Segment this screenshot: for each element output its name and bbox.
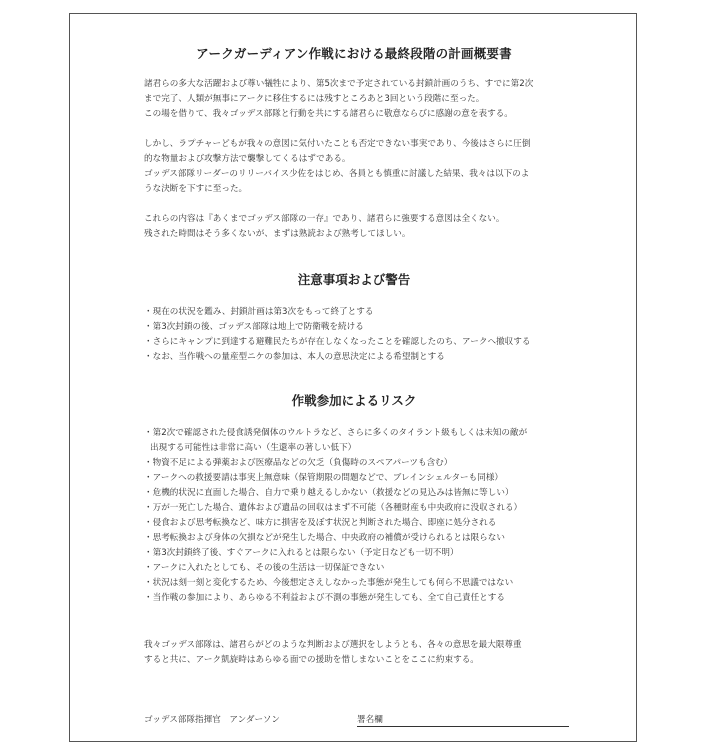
- text-line: すると共に、アーク凱旋時はあらゆる面での援助を惜しまないことをここに約束する。: [144, 655, 479, 665]
- risk-item: ・物資不足による弾薬および医療品などの欠乏（負傷時のスペアパーツも含む）: [144, 458, 453, 468]
- text-line: 残された時間はそう多くないが、まずは熟読および熟考してほしい。: [144, 229, 411, 239]
- text-line: まで完了、人類が無事にアークに移住するには残すところあと3回という段階に至った。: [144, 94, 485, 104]
- document-title: アークガーディアン作戦における最終段階の計画概要書: [196, 46, 512, 61]
- text-line: 的な物量および攻撃方法で襲撃してくるはずである。: [144, 154, 351, 164]
- closing-paragraph: [144, 638, 564, 668]
- risk-item: ・万が一死亡した場合、遺体および遺品の回収はまず不可能（各種財産も中央政府に没収される）: [144, 503, 523, 513]
- risk-item: ・アークへの救援要請は事実上無意味（保管期限の問題などで、ブレインシェルターも同様）: [144, 473, 504, 483]
- text-line: 我々ゴッデス部隊は、諸君らがどのような判断および選択をしようとも、各々の意思を最大限尊重: [144, 640, 522, 650]
- warnings-heading: 注意事項および警告: [297, 272, 411, 287]
- signature-row: [144, 713, 574, 729]
- risk-item: ・当作戦の参加により、あらゆる不利益および不測の事態が発生しても、全て自己責任とする: [144, 593, 505, 603]
- risk-item: ・第3次封鎖終了後、すぐアークに入れるとは限らない（予定日なども一切不明）: [144, 548, 459, 558]
- risk-item: ・思考転換および身体の欠損などが発生した場合、中央政府の補償が受けられるとは限らない: [144, 533, 505, 543]
- text-line: しかし、ラプチャーどもが我々の意図に気付いたことも否定できない事実であり、今後はさらに圧倒: [144, 139, 531, 149]
- document-page: [69, 13, 637, 742]
- risk-item: [144, 426, 564, 456]
- risk-item-continuation: 出現する可能性は非常に高い（生還率の著しい低下）: [150, 443, 357, 453]
- signer-name: ゴッデス部隊指揮官 アンダーソン: [144, 715, 280, 725]
- intro-paragraph-2: [144, 137, 564, 197]
- warning-item: ・さらにキャンプに到達する避難民たちが存在しなくなったことを確認したのち、アークへ撤収する: [144, 337, 531, 347]
- warning-item: ・現在の状況を鑑み、封鎖計画は第3次をもって終了とする: [144, 307, 374, 317]
- text-line: うな決断を下すに至った。: [144, 184, 248, 194]
- intro-paragraph-3: [144, 212, 564, 242]
- risk-item: ・アークに入れたとしても、その後の生活は一切保証できない: [144, 563, 385, 573]
- risk-item: ・状況は刻一刻と変化するため、今後想定さえしなかった事態が発生しても何ら不思議ではない: [144, 578, 514, 588]
- risk-item: ・危機的状況に直面した場合、自力で乗り越えるしかない（救援などの見込みは皆無に等しい）: [144, 488, 514, 498]
- risks-list: [144, 426, 564, 606]
- signature-field-label: 署名欄: [357, 715, 383, 725]
- warnings-list: [144, 305, 564, 365]
- text-line: 諸君らの多大な活躍および尊い犠牲により、第5次まで予定されている封鎖計画のうち、すでに第2次: [144, 79, 534, 89]
- risk-item-text: ・第2次で確認された侵食誘発個体のウルトラなど、さらに多くのタイラント級もしくは未知の敵が: [144, 428, 528, 438]
- risks-heading: 作戦参加によるリスク: [291, 393, 417, 408]
- text-line: これらの内容は『あくまでゴッデス部隊の一存』であり、諸君らに強要する意図は全くない。: [144, 214, 505, 224]
- intro-paragraph-1: [144, 77, 564, 122]
- signature-field[interactable]: [357, 713, 569, 727]
- warning-item: ・第3次封鎖の後、ゴッデス部隊は地上で防衛戦を続ける: [144, 322, 364, 332]
- text-line: この場を借りて、我々ゴッデス部隊と行動を共にする諸君らに敬意ならびに感謝の意を表する。: [144, 109, 513, 119]
- document-content: [144, 44, 564, 668]
- text-line: ゴッデス部隊リーダーのリリーバイス少佐をはじめ、各員とも慎重に討議した結果、我々は以下のよ: [144, 169, 530, 179]
- risk-item: ・侵食および思考転換など、味方に損害を及ぼす状況と判断された場合、即座に処分される: [144, 518, 497, 528]
- warning-item: ・なお、当作戦への量産型ニケの参加は、本人の意思決定による希望制とする: [144, 352, 445, 362]
